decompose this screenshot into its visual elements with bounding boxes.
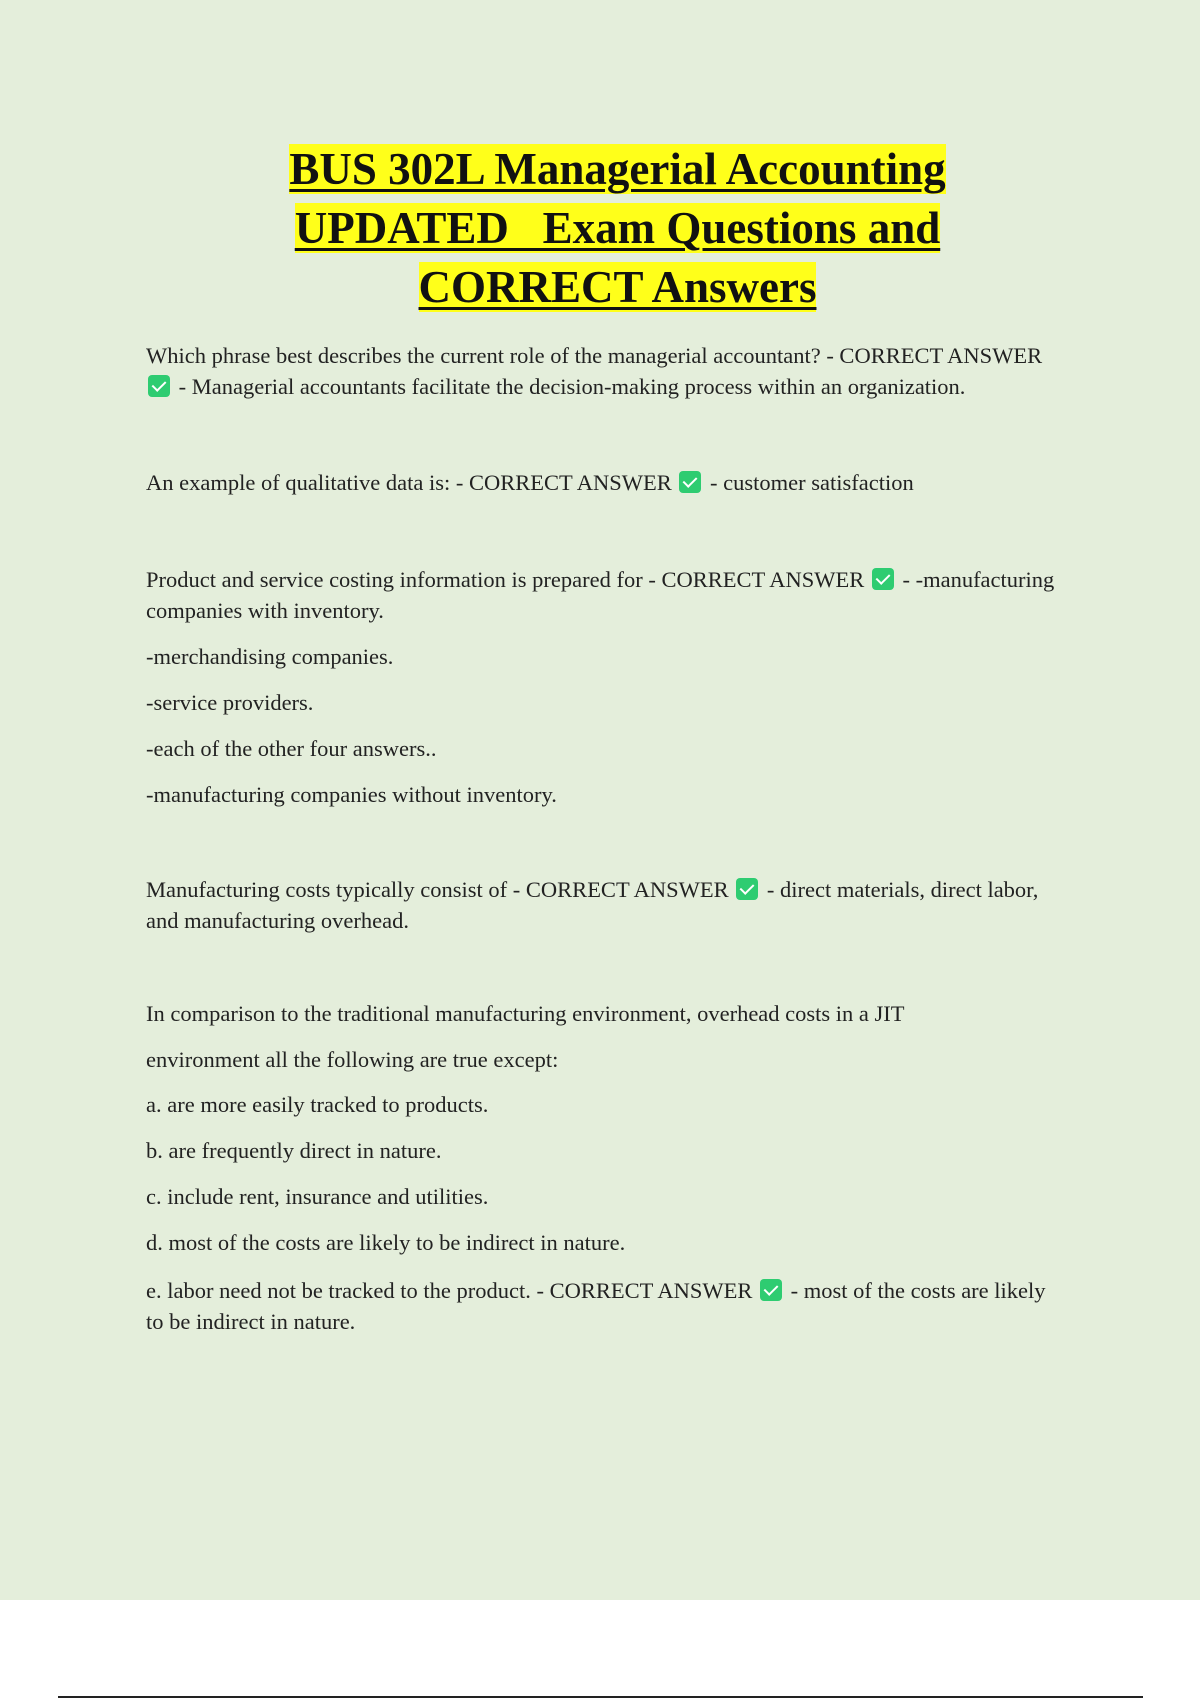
question-3-text: Product and service costing information is prepared for - CORRECT ANSWER [146,567,865,592]
question-2-text: An example of qualitative data is: - CORRECT ANSWER [146,470,672,495]
footer-divider [58,1696,1143,1698]
question-3 [146,564,1066,626]
check-mark-icon [736,878,758,900]
question-3-item-1: -merchandising companies. [146,644,394,669]
question-5-option-c: c. include rent, insurance and utilities. [146,1184,489,1209]
question-3-answer: - -manufacturing companies with inventory. [146,567,1055,623]
question-5-option-b: b. are frequently direct in nature. [146,1138,442,1163]
question-1-answer: - Managerial accountants facilitate the decision-making process within an organization. [178,374,966,399]
question-5-option-e-text: e. labor need not be tracked to the product. - CORRECT ANSWER [146,1278,753,1303]
check-mark-icon [679,471,701,493]
question-4-answer: - direct materials, direct labor, and manufacturing overhead. [146,877,1039,933]
question-1-text: Which phrase best describes the current role of the managerial accountant? - CORRECT ANSWER [146,343,1043,368]
question-5-line-1: In comparison to the traditional manufacturing environment, overhead costs in a JIT [146,1001,905,1026]
question-3-item-3: -each of the other four answers.. [146,736,437,761]
check-mark-icon [872,568,894,590]
title-line-2: UPDATED Exam Questions and [294,203,941,253]
question-4 [146,874,1066,936]
check-mark-icon [148,375,170,397]
question-1 [146,340,1066,402]
question-5-option-e [146,1275,1066,1337]
document-body [146,340,1066,1337]
question-3-item-4: -manufacturing companies without inventory. [146,782,557,807]
question-5-answer: - most of the costs are likely to be indirect in nature. [146,1278,1046,1334]
document-title [0,140,1200,317]
question-5-option-d: d. most of the costs are likely to be indirect in nature. [146,1230,626,1255]
title-line-3: CORRECT Answers [418,262,817,312]
question-2 [146,467,1066,498]
question-4-text: Manufacturing costs typically consist of - CORRECT ANSWER [146,877,729,902]
check-mark-icon [760,1279,782,1301]
title-line-1: BUS 302L Managerial Accounting [289,144,946,194]
question-3-item-2: -service providers. [146,690,314,715]
question-5-line-2: environment all the following are true except: [146,1047,559,1072]
question-5-option-a: a. are more easily tracked to products. [146,1092,489,1117]
question-2-answer: - customer satisfaction [710,470,914,495]
